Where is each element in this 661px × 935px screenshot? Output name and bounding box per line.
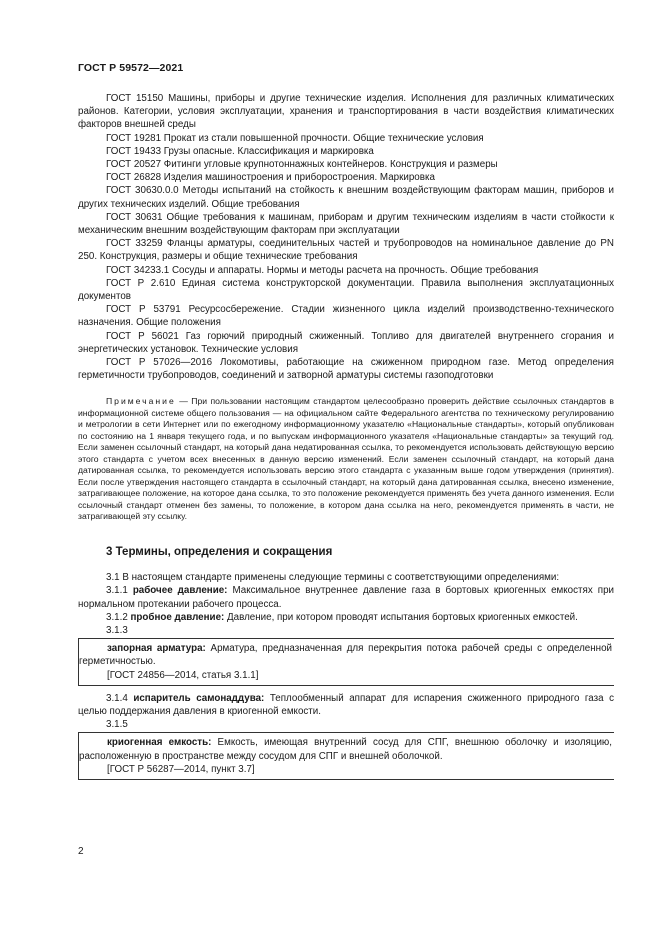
term-3-1-5-number: 3.1.5 bbox=[106, 719, 128, 731]
term-name: рабочее давление: bbox=[132, 585, 228, 597]
term-3-1-1 bbox=[78, 584, 614, 610]
term-3-1-3-box bbox=[78, 638, 614, 686]
term-name: пробное давление: bbox=[130, 611, 225, 623]
term-number: 3.1.1 bbox=[106, 585, 133, 597]
term-source: [ГОСТ 24856—2014, статья 3.1.1] bbox=[107, 669, 259, 681]
term-number: 3.1.4 bbox=[106, 692, 134, 704]
term-3-1-4 bbox=[78, 692, 614, 718]
reference-item: ГОСТ Р 2.610 Единая система конструкторской документации. Правила выполнения эксплуатационных документов bbox=[78, 277, 614, 303]
term-number: 3.1.2 bbox=[106, 611, 131, 623]
reference-item: ГОСТ 26828 Изделия машиностроения и приборостроения. Маркировка bbox=[106, 172, 435, 184]
term-3-1-5 bbox=[79, 736, 614, 762]
term-definition: Емкость, имеющая внутренний сосуд для СПГ, внешнюю оболочку и изоляцию, расположенную в пространстве между сосудом для СПГ и внешней оболочкой. bbox=[79, 737, 613, 762]
term-3-1-5-box bbox=[78, 732, 614, 780]
section-3-title: 3 Термины, определения и сокращения bbox=[106, 545, 333, 558]
reference-item: ГОСТ 33259 Фланцы арматуры, соединительных частей и трубопроводов на номинальное давление до PN 250. Конструкция, размеры и общие технические требования bbox=[78, 238, 614, 263]
reference-item: ГОСТ 19433 Грузы опасные. Классификация и маркировка bbox=[106, 145, 374, 157]
term-source: [ГОСТ Р 56287—2014, пункт 3.7] bbox=[107, 763, 255, 775]
reference-item: ГОСТ 20527 Фитинги угловые крупнотоннажных контейнеров. Конструкция и размеры bbox=[106, 159, 498, 171]
term-name: запорная арматура: bbox=[107, 643, 206, 655]
term-3-1-3-number: 3.1.3 bbox=[106, 624, 128, 636]
reference-item: ГОСТ 30631 Общие требования к машинам, приборам и другим техническим изделиям в части стойкости к механическим внешним воздействующим факторам при эксплуатации bbox=[78, 211, 614, 237]
reference-item: ГОСТ Р 57026—2016 Локомотивы, работающие на сжиженном природном газе. Метод определения герметичности трубопроводов, соединений и затворной арматуры системы газоподготовки bbox=[78, 357, 614, 382]
reference-item: ГОСТ 15150 Машины, приборы и другие технические изделия. Исполнения для различных климатических районов. Категории, условия эксплуатации, хранения и транспортирования в части воздействия климатических факторов внешней среды bbox=[78, 93, 614, 131]
reference-item: ГОСТ 34233.1 Сосуды и аппараты. Нормы и методы расчета на прочность. Общие требования bbox=[106, 264, 539, 276]
normative-references-list bbox=[78, 92, 614, 382]
page-number: 2 bbox=[78, 846, 84, 857]
term-definition: Давление, при котором проводят испытания бортовых криогенных емкостей. bbox=[224, 611, 578, 623]
reference-item: ГОСТ Р 53791 Ресурсосбережение. Стадии жизненного цикла изделий производственно-технического назначения. Общие положения bbox=[78, 304, 614, 329]
note-text: — При пользовании настоящим стандартом целесообразно проверить действие ссылочных стандартов в информационной системе общего пользования — на официальном сайте Федерального агентства по техническому регулированию и метрологии в сети Интернет или по ежегодному информационному указателю «Национальные стандарты», который опубликован по состоянию на 1 января текущего года, и по выпускам информационного указателя «Национальные стандарты» за текущий год. Если заменен ссылочный стандарт, на который дана недатированная ссылка, то рекомендуется использовать действующую версию этого стандарта с учетом всех внесенных в данную версию изменений. Если заменен ссылочный стандарт, на который дана датированная ссылка, то рекомендуется использовать версию этого стандарта с указанным выше годом утверждения (принятия). Если после утверждения настоящего стандарта в ссылочный стандарт, на который дана датированная ссылка, внесено изменение, затрагивающее положение, на которое дана ссылка, то это положение рекомендуется применять без учета данного изменения. Если ссылочный стандарт отменен без замены, то положение, в котором дана ссылка на него, рекомендуется применять в части, не затрагивающей эту ссылку. bbox=[78, 396, 614, 522]
term-name: испаритель самонаддува: bbox=[133, 692, 265, 704]
term-3-1-3 bbox=[79, 642, 614, 668]
term-definition: Максимальное внутреннее давление газа в бортовых криогенных емкостях при нормальном протекании рабочего процесса. bbox=[78, 585, 614, 610]
term-name: криогенная емкость: bbox=[107, 737, 212, 749]
reference-item: ГОСТ 30630.0.0 Методы испытаний на стойкость к внешним воздействующим факторам машин, приборов и других технических изделий. Общие требования bbox=[78, 185, 614, 210]
document-content bbox=[78, 92, 614, 786]
note-label: Примечание bbox=[106, 396, 176, 407]
reference-item: ГОСТ Р 56021 Газ горючий природный сжиженный. Топливо для двигателей внутреннего сгорания и энергетических установок. Технические условия bbox=[78, 330, 614, 355]
term-3-1-2 bbox=[78, 611, 614, 624]
reference-item: ГОСТ 19281 Прокат из стали повышенной прочности. Общие технические условия bbox=[106, 132, 484, 144]
section-3-intro: 3.1 В настоящем стандарте применены следующие термины с соответствующими определениями: bbox=[106, 572, 560, 584]
term-definition: Арматура, предназначенная для перекрытия потока рабочей среды с определенной герметичностью. bbox=[79, 643, 612, 668]
document-header: ГОСТ Р 59572—2021 bbox=[78, 62, 184, 74]
term-definition: Теплообменный аппарат для испарения сжиженного природного газа с целью поддержания давления в криогенной емкости. bbox=[78, 692, 614, 717]
note-paragraph bbox=[78, 396, 614, 523]
